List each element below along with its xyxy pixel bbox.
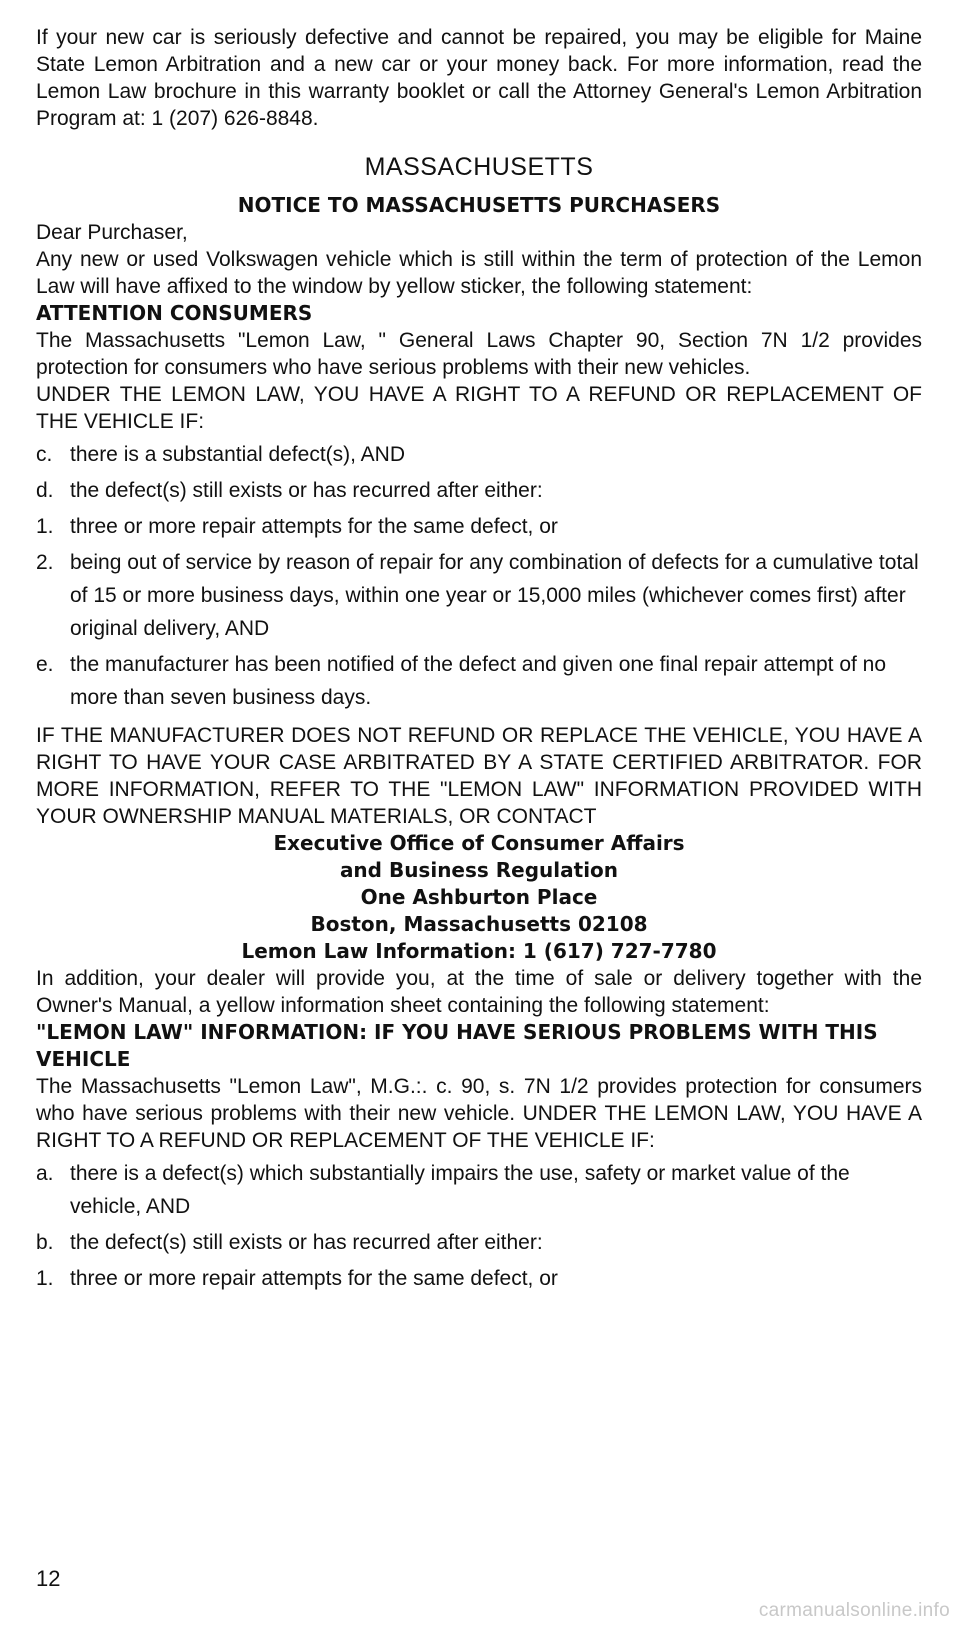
contact-address [36,830,922,965]
address-line-department: and Business Regulation [339,858,619,882]
notice-heading: NOTICE TO MASSACHUSETTS PURCHASERS [237,193,721,217]
list-item [36,1160,922,1223]
list-item [36,651,922,714]
intro-paragraph: If your new car is seriously defective and cannot be repaired, you may be eligible for Maine State Lemon Arbitration and a new car or your money back. For more information, read the Lemon Law brochure in this warranty booklet or call the Attorney General's Lemon Arbitration Program at: 1 (207) 626-8848. [36,26,922,130]
address-line-city: Boston, Massachusetts 02108 [310,912,648,936]
list-marker: b. [36,1231,54,1254]
list-marker: c. [36,443,53,466]
list-marker: 2. [36,551,54,574]
address-line-phone: Lemon Law Information: 1 (617) 727-7780 [241,939,717,963]
list-text: three or more repair attempts for the same defect, or [70,515,558,538]
list-marker: e. [36,653,54,676]
list-marker: 1. [36,1267,54,1290]
list-item [36,1229,922,1259]
address-line-street: One Ashburton Place [360,885,598,909]
list-item [36,441,922,471]
info-paragraph: The Massachusetts "Lemon Law", M.G.:. c. 90, s. 7N 1/2 provides protection for consumers who have serious problems with their new vehicle. UNDER THE LEMON LAW, YOU HAVE A RIGHT TO A REFUND OR REPLACEMENT OF THE VEHICLE IF: [36,1075,922,1152]
document-page [36,24,922,1295]
list-item [36,1265,922,1295]
list-marker: a. [36,1162,54,1185]
conditions-list-1 [36,441,922,714]
info-heading: "LEMON LAW" INFORMATION: IF YOU HAVE SERIOUS PROBLEMS WITH THIS VEHICLE [36,1020,878,1071]
dealer-paragraph: In addition, your dealer will provide you, at the time of sale or delivery together with the Owner's Manual, a yellow information sheet containing the following statement: [36,967,922,1017]
attention-paragraph: The Massachusetts "Lemon Law, " General Laws Chapter 90, Section 7N 1/2 provides protection for consumers who have serious problems with their new vehicles. [36,329,922,379]
right-statement: UNDER THE LEMON LAW, YOU HAVE A RIGHT TO A REFUND OR REPLACEMENT OF THE VEHICLE IF: [36,383,922,433]
list-item [36,477,922,507]
list-text: there is a substantial defect(s), AND [70,443,405,466]
attention-heading: ATTENTION CONSUMERS [36,301,313,325]
list-text: the defect(s) still exists or has recurred after either: [70,479,543,502]
address-line-office: Executive Office of Consumer Affairs [273,831,685,855]
page-number: 12 [36,1566,61,1591]
list-text: being out of service by reason of repair for any combination of defects for a cumulative total of 15 or more business days, within one year or 15,000 miles (whichever comes first) after original delivery, AND [70,551,919,640]
watermark: carmanualsonline.info [758,1600,950,1621]
list-text: the defect(s) still exists or has recurred after either: [70,1231,543,1254]
list-marker: 1. [36,515,54,538]
list-marker: d. [36,479,54,502]
list-text: three or more repair attempts for the same defect, or [70,1267,558,1290]
conditions-list-2 [36,1160,922,1295]
arbitration-statement: IF THE MANUFACTURER DOES NOT REFUND OR REPLACE THE VEHICLE, YOU HAVE A RIGHT TO HAVE YOUR CASE ARBITRATED BY A STATE CERTIFIED ARBITRATOR. FOR MORE INFORMATION, REFER TO THE "LEMON LAW" INFORMATION PROVIDED WITH YOUR OWNERSHIP MANUAL MATERIALS, OR CONTACT [36,724,922,828]
salutation: Dear Purchaser, [36,221,188,244]
notice-paragraph: Any new or used Volkswagen vehicle which is still within the term of protection of the Lemon Law will have affixed to the window by yellow sticker, the following statement: [36,248,922,298]
state-heading: MASSACHUSETTS [364,153,594,181]
list-text: the manufacturer has been notified of the defect and given one final repair attempt of no more than seven business days. [70,653,887,709]
list-item [36,549,922,645]
list-item [36,513,922,543]
list-text: there is a defect(s) which substantially impairs the use, safety or market value of the vehicle, AND [70,1162,850,1218]
